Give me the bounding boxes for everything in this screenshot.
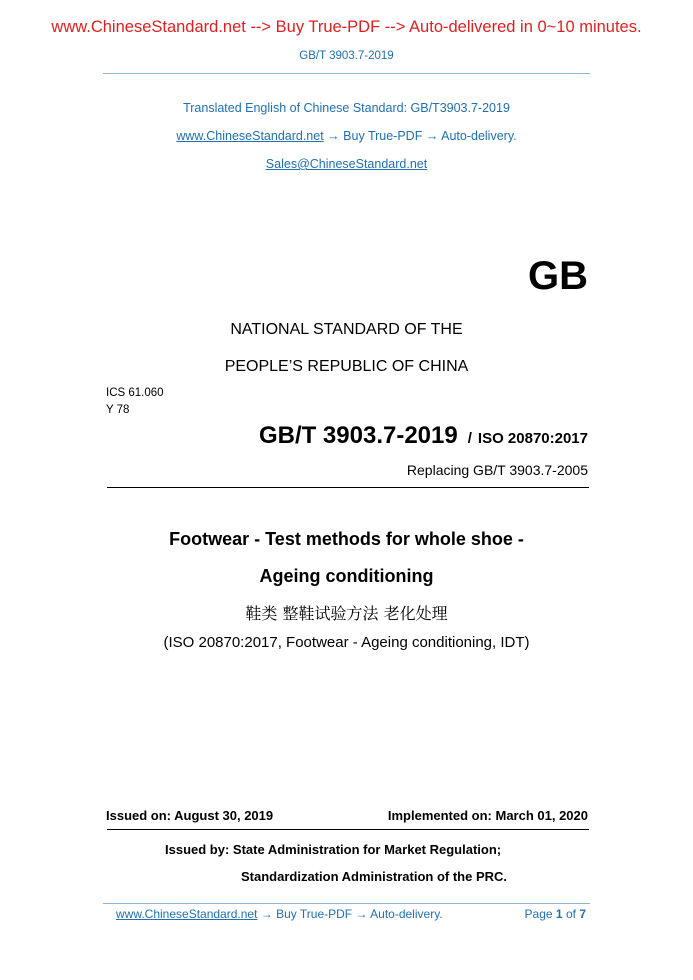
page-current: 1: [555, 907, 563, 921]
arrow-right-icon: →: [355, 907, 368, 921]
title-line2: Ageing conditioning: [259, 566, 434, 586]
buy-true-pdf-link[interactable]: Buy True-PDF: [343, 129, 423, 143]
email-line: [0, 157, 693, 171]
standard-number: GB/T 3903.7-2019: [258, 422, 458, 449]
footer-site-link[interactable]: www.ChineseStandard.net: [116, 907, 258, 921]
header-divider: [103, 73, 590, 74]
standard-number-block: [259, 422, 588, 450]
iso-reference: (ISO 20870:2017, Footwear - Ageing conditioning, IDT): [163, 634, 530, 651]
dates-rule: [107, 829, 589, 830]
arrow-right-icon: →: [425, 129, 439, 143]
title-line1: Footwear - Test methods for whole shoe -: [169, 529, 524, 549]
sales-email-link[interactable]: Sales@ChineseStandard.net: [265, 157, 428, 171]
national-standard-line1: NATIONAL STANDARD OF THE: [230, 321, 463, 338]
issued-by-line2: Standardization Administration of the PRC.: [241, 869, 508, 884]
arrow-right-icon: →: [327, 129, 340, 143]
chinese-title: 鞋类 整鞋试验方法 老化处理: [245, 604, 448, 623]
buy-line: [0, 129, 693, 143]
standard-separator: /: [467, 430, 472, 447]
auto-delivery-text: Auto-delivery.: [441, 129, 517, 143]
replacing-text: Replacing GB/T 3903.7-2005: [406, 462, 588, 478]
iso-number: ISO 20870:2017: [477, 430, 588, 447]
header-doc-number: GB/T 3903.7-2019: [299, 50, 394, 62]
ccs-code: Y 78: [106, 404, 130, 416]
page-total: 7: [579, 907, 586, 921]
page-indicator: [525, 907, 586, 921]
issued-by-line1: Issued by: State Administration for Market Regulation;: [165, 842, 502, 857]
page-of: of: [565, 907, 576, 921]
gb-mark: GB: [528, 254, 588, 298]
page-label: Page: [524, 907, 553, 921]
implemented-on-date: Implemented on: March 01, 2020: [387, 808, 588, 823]
translated-note: Translated English of Chinese Standard: GB/T3903.7-2019: [183, 101, 510, 115]
footer-auto-delivery-text: Auto-delivery.: [370, 907, 443, 921]
footer-divider: [103, 903, 590, 904]
footer-buy-true-pdf-link[interactable]: Buy True-PDF: [276, 907, 353, 921]
title-rule: [107, 487, 589, 488]
issued-on-date: Issued on: August 30, 2019: [106, 808, 274, 823]
arrow-right-icon: →: [260, 907, 273, 921]
top-banner[interactable]: www.ChineseStandard.net --> Buy True-PDF --> Auto-delivered in 0~10 minutes.: [51, 18, 642, 36]
national-standard-line2: PEOPLE’S REPUBLIC OF CHINA: [224, 358, 469, 375]
ics-code: ICS 61.060: [106, 387, 164, 399]
site-link[interactable]: www.ChineseStandard.net: [176, 129, 324, 143]
footer-buy-line: [116, 907, 443, 921]
